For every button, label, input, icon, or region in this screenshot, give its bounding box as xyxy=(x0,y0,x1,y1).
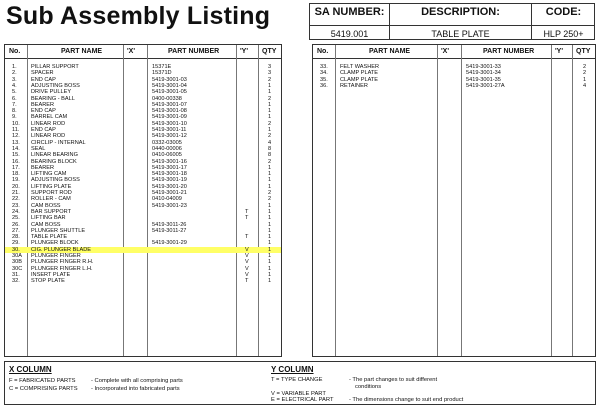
row-y-code: V xyxy=(245,246,249,253)
row-part-name: INSERT PLATE xyxy=(31,271,71,278)
row-qty: 1 xyxy=(268,234,272,241)
col-no-header: No. xyxy=(317,48,329,55)
row-qty: 1 xyxy=(268,253,272,259)
sa-number-cell xyxy=(310,4,390,39)
row-number: 28. xyxy=(12,234,20,241)
col-y-header: 'Y' xyxy=(240,48,248,55)
row-qty: 1 xyxy=(268,82,272,89)
row-y-code: T xyxy=(245,215,249,222)
row-number: 22. xyxy=(12,196,20,203)
row-part-name: ADJUSTING BOSS xyxy=(31,82,80,89)
row-y-code: T xyxy=(245,278,249,285)
x-legend-code: C = COMPRISING PARTS xyxy=(9,386,78,392)
row-qty: 1 xyxy=(268,101,272,108)
code-label: CODE: xyxy=(545,6,582,18)
row-y-code: V xyxy=(245,271,249,278)
row-part-name: PLUNGER FINGER L.H. xyxy=(31,265,93,272)
row-qty: 1 xyxy=(268,215,272,222)
row-qty: 2 xyxy=(268,95,272,102)
x-legend-desc: - Complete with all comprising parts xyxy=(91,378,183,384)
row-part-name: SEAL xyxy=(31,145,46,152)
row-part-number: 0410-04009 xyxy=(152,196,182,203)
row-qty: 2 xyxy=(268,133,272,140)
row-part-name: PLUNGER FINGER xyxy=(31,253,81,259)
row-part-number: 5419-3001-20 xyxy=(152,183,187,190)
column-divider xyxy=(335,45,336,356)
row-number: 24. xyxy=(12,208,20,215)
row-number: 2. xyxy=(12,70,17,77)
row-number: 7. xyxy=(12,101,17,108)
row-number: 14. xyxy=(12,145,20,152)
row-part-name: CAM BOSS xyxy=(31,202,61,209)
row-part-name: CIG. PLUNGER BLADE xyxy=(31,246,91,253)
row-part-name: BEARING - BALL xyxy=(31,95,75,102)
row-part-number: 5419-3001-05 xyxy=(152,89,187,96)
row-part-number: 5419-3011-27 xyxy=(152,227,187,234)
row-number: 36. xyxy=(320,82,328,89)
row-qty: 1 xyxy=(268,246,272,253)
row-number: 17. xyxy=(12,164,20,171)
row-part-name: CLAMP PLATE xyxy=(340,76,379,83)
description-value: TABLE PLATE xyxy=(390,25,531,39)
row-part-number: 0440-00006 xyxy=(152,145,182,152)
col-qty-header: QTY xyxy=(576,48,591,55)
table-row xyxy=(5,278,281,284)
sa-number-label: SA NUMBER: xyxy=(314,6,385,18)
row-part-number: 5419-3011-26 xyxy=(152,221,187,228)
row-number: 11. xyxy=(12,127,20,133)
column-divider xyxy=(437,45,438,356)
row-qty: 8 xyxy=(268,145,272,152)
row-part-name: CIRCLIP - INTERNAL xyxy=(31,139,86,146)
row-number: 26. xyxy=(12,221,20,228)
row-qty: 1 xyxy=(268,259,272,266)
row-number: 16. xyxy=(12,158,20,165)
row-qty: 1 xyxy=(268,127,272,133)
row-number: 30. xyxy=(12,246,20,253)
row-qty: 2 xyxy=(268,158,272,165)
row-number: 29. xyxy=(12,240,20,247)
row-part-number: 0400-00338 xyxy=(152,95,182,102)
x-column-heading: X COLUMN xyxy=(9,365,52,374)
row-qty: 2 xyxy=(268,76,272,83)
row-part-name: END CAP xyxy=(31,108,56,115)
row-qty: 1 xyxy=(268,265,272,272)
row-part-number: 5419-3001-03 xyxy=(152,76,187,83)
row-qty: 3 xyxy=(268,70,272,77)
row-part-name: RETAINER xyxy=(340,82,368,89)
code-value: HLP 250+ xyxy=(532,25,595,39)
row-number: 12. xyxy=(12,133,20,140)
column-divider xyxy=(572,45,573,356)
row-part-number: 5419-3001-11 xyxy=(152,127,187,133)
col-part-name-header: PART NAME xyxy=(369,48,411,55)
y-column-heading: Y COLUMN xyxy=(271,365,314,374)
row-part-name: FELT WASHER xyxy=(340,64,380,70)
row-y-code: T xyxy=(245,234,249,241)
row-number: 5. xyxy=(12,89,17,96)
row-part-name: ADJUSTING BOSS xyxy=(31,177,80,184)
row-part-name: LINEAR BEARING xyxy=(31,152,78,159)
row-part-number: 5419-3001-16 xyxy=(152,158,187,165)
row-part-number: 5419-3001-07 xyxy=(152,101,187,108)
x-legend-desc: - Incorporated into fabricated parts xyxy=(91,386,180,392)
y-legend-desc: conditions xyxy=(355,384,382,390)
row-part-number: 5419-3001-21 xyxy=(152,190,187,196)
row-number: 8. xyxy=(12,108,17,115)
col-no-header: No. xyxy=(9,48,21,55)
row-qty: 1 xyxy=(268,114,272,121)
sa-number-value: 5419.001 xyxy=(310,25,389,39)
row-part-name: LIFTING CAM xyxy=(31,171,67,178)
row-part-number: 5419-3001-17 xyxy=(152,164,187,171)
row-qty: 2 xyxy=(583,70,587,77)
description-cell xyxy=(390,4,532,39)
y-legend-code: V = VARIABLE PART xyxy=(271,391,326,397)
row-part-name: LIFTING BAR xyxy=(31,215,66,222)
col-part-name-header: PART NAME xyxy=(61,48,103,55)
row-qty: 1 xyxy=(268,171,272,178)
code-cell xyxy=(532,4,595,39)
row-qty: 1 xyxy=(268,278,272,285)
row-qty: 1 xyxy=(268,108,272,115)
row-part-number: 5419-3001-27A xyxy=(466,82,505,89)
parts-table-right xyxy=(312,44,596,357)
row-y-code: T xyxy=(245,208,249,215)
col-x-header: 'X' xyxy=(127,48,135,55)
row-part-number: 0410-06005 xyxy=(152,152,182,159)
row-part-name: SUPPORT ROD xyxy=(31,190,72,196)
row-qty: 1 xyxy=(268,271,272,278)
page-title: Sub Assembly Listing xyxy=(6,2,271,30)
x-legend-code: F = FABRICATED PARTS xyxy=(9,378,76,384)
row-part-number: 5419-3001-09 xyxy=(152,114,187,121)
row-qty: 2 xyxy=(268,190,272,196)
row-part-name: DRIVE PULLEY xyxy=(31,89,72,96)
row-part-number: 5419-3001-08 xyxy=(152,108,187,115)
row-part-name: END CAP xyxy=(31,127,56,133)
row-y-code: V xyxy=(245,259,249,266)
y-legend-code: T = TYPE CHANGE xyxy=(271,377,323,383)
row-y-code: V xyxy=(245,253,249,259)
row-part-number: 5419-3001-04 xyxy=(152,82,187,89)
row-number: 21. xyxy=(12,190,20,196)
row-number: 20. xyxy=(12,183,20,190)
row-number: 25. xyxy=(12,215,20,222)
row-part-name: CLAMP PLATE xyxy=(340,70,379,77)
row-number: 33. xyxy=(320,64,328,70)
column-divider xyxy=(461,45,462,356)
table-header xyxy=(5,45,281,59)
row-qty: 2 xyxy=(268,196,272,203)
row-part-number: 5419-3001-33 xyxy=(466,64,501,70)
row-number: 13. xyxy=(12,139,20,146)
col-qty-header: QTY xyxy=(262,48,277,55)
row-part-name: BEARER xyxy=(31,101,55,108)
col-part-number-header: PART NUMBER xyxy=(483,48,535,55)
row-part-name: PLUNGER BLOCK xyxy=(31,240,79,247)
row-number: 19. xyxy=(12,177,20,184)
row-number: 30B xyxy=(12,259,22,266)
y-legend-desc: - The part changes to suit different xyxy=(349,377,438,383)
row-number: 9. xyxy=(12,114,17,121)
row-number: 1. xyxy=(12,64,17,70)
row-part-name: BARREL CAM xyxy=(31,114,68,121)
row-qty: 1 xyxy=(268,221,272,228)
row-qty: 3 xyxy=(268,64,272,70)
row-number: 3. xyxy=(12,76,17,83)
row-part-number: 15371E xyxy=(152,64,172,70)
row-part-number: 5419-3001-23 xyxy=(152,202,187,209)
table-row xyxy=(313,83,595,89)
legend-footer xyxy=(4,361,596,405)
row-number: 6. xyxy=(12,95,17,102)
row-number: 15. xyxy=(12,152,20,159)
table-header xyxy=(313,45,595,59)
row-qty: 1 xyxy=(583,76,587,83)
y-legend-code: E = ELECTRICAL PART xyxy=(271,397,334,403)
row-y-code: V xyxy=(245,265,249,272)
col-part-number-header: PART NUMBER xyxy=(168,48,220,55)
col-x-header: 'X' xyxy=(441,48,449,55)
row-part-name: BEARER xyxy=(31,164,55,171)
row-number: 35. xyxy=(320,76,328,83)
row-part-name: BAR SUPPORT xyxy=(31,208,71,215)
row-number: 31. xyxy=(12,271,20,278)
row-number: 27. xyxy=(12,227,20,234)
row-qty: 8 xyxy=(268,152,272,159)
y-legend-desc: - The dimensions change to suit end product xyxy=(349,397,464,403)
row-qty: 1 xyxy=(268,208,272,215)
col-y-header: 'Y' xyxy=(555,48,563,55)
row-number: 30A xyxy=(12,253,22,259)
row-number: 10. xyxy=(12,120,20,127)
row-number: 4. xyxy=(12,82,17,89)
row-part-name: END CAP xyxy=(31,76,56,83)
row-part-name: STOP PLATE xyxy=(31,278,65,285)
row-part-name: LINEAR ROD xyxy=(31,120,66,127)
row-qty: 1 xyxy=(268,227,272,234)
row-part-number: 5419-3001-18 xyxy=(152,171,187,178)
row-part-name: ROLLER - CAM xyxy=(31,196,71,203)
row-part-number: 0332-03005 xyxy=(152,139,182,146)
row-part-number: 5419-3001-29 xyxy=(152,240,187,247)
row-qty: 1 xyxy=(268,164,272,171)
row-qty: 2 xyxy=(583,64,587,70)
row-part-number: 5419-3001-35 xyxy=(466,76,501,83)
row-part-number: 5419-3001-34 xyxy=(466,70,501,77)
row-part-name: LINEAR ROD xyxy=(31,133,66,140)
row-number: 32. xyxy=(12,278,20,285)
row-number: 18. xyxy=(12,171,20,178)
assembly-header-box xyxy=(309,3,595,40)
row-qty: 1 xyxy=(268,183,272,190)
row-part-number: 15371D xyxy=(152,70,172,77)
row-part-number: 5419-3001-10 xyxy=(152,120,187,127)
row-part-name: SPACER xyxy=(31,70,54,77)
row-part-number: 5419-3001-12 xyxy=(152,133,187,140)
row-qty: 1 xyxy=(268,202,272,209)
row-part-name: PILLAR SUPPORT xyxy=(31,64,79,70)
row-number: 30C xyxy=(12,265,23,272)
column-divider xyxy=(551,45,552,356)
row-qty: 4 xyxy=(268,139,272,146)
row-part-number: 5419-3001-19 xyxy=(152,177,187,184)
row-part-name: PLUNGER SHUTTLE xyxy=(31,227,86,234)
row-number: 23. xyxy=(12,202,20,209)
row-part-name: CAM BOSS xyxy=(31,221,61,228)
row-part-name: PLUNGER FINGER R.H. xyxy=(31,259,94,266)
row-part-name: TABLE PLATE xyxy=(31,234,68,241)
description-label: DESCRIPTION: xyxy=(421,6,500,18)
row-qty: 4 xyxy=(583,82,587,89)
row-qty: 2 xyxy=(268,120,272,127)
row-number: 34. xyxy=(320,70,328,77)
row-qty: 1 xyxy=(268,177,272,184)
parts-table-left xyxy=(4,44,282,357)
row-part-name: BEARING BLOCK xyxy=(31,158,77,165)
row-part-name: LIFTING PLATE xyxy=(31,183,72,190)
row-qty: 1 xyxy=(268,89,272,96)
row-qty: 1 xyxy=(268,240,272,247)
